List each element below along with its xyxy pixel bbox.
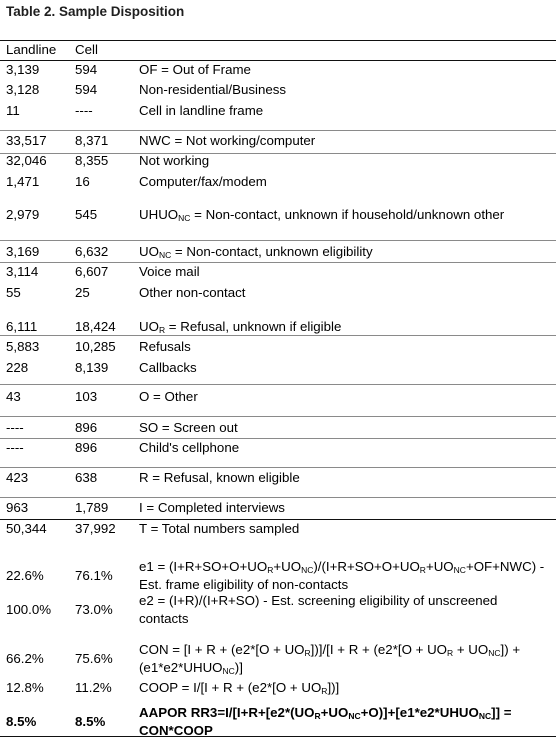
table-row [0, 469, 556, 487]
row-divider [0, 467, 556, 468]
cell-rate: 8.5% [75, 714, 106, 729]
table-row [0, 152, 556, 170]
cell-header: Cell [75, 42, 98, 57]
rate-formula: COOP = $I/[I + R + (e2*[O + UO_R])]$ [139, 680, 340, 696]
table-row [0, 318, 556, 336]
landline-value: 963 [6, 500, 29, 515]
cell-rate: 75.6% [75, 651, 113, 666]
bottom-rule [0, 736, 556, 737]
disposition-label: I = Completed interviews [139, 500, 285, 515]
row-divider [0, 335, 556, 336]
table-title: Table 2. Sample Disposition [6, 4, 185, 19]
disposition-label: T = Total numbers sampled [139, 521, 300, 536]
disposition-label: NWC = Not working/computer [139, 133, 316, 148]
disposition-label: Computer/fax/modem [139, 174, 267, 189]
disposition-label: Child's cellphone [139, 440, 240, 455]
landline-rate: 8.5% [6, 714, 37, 729]
cell-value: 638 [75, 470, 98, 485]
table-row [0, 338, 556, 356]
landline-value: 11 [6, 103, 20, 118]
table-row [0, 419, 556, 437]
table-row [0, 81, 556, 99]
cell-value: 8,355 [75, 153, 109, 168]
table-row [0, 284, 556, 302]
landline-value: ---- [6, 440, 24, 455]
cell-value: 1,789 [75, 500, 109, 515]
landline-rate: 66.2% [6, 651, 44, 666]
table-row [0, 102, 556, 120]
landline-value: 33,517 [6, 133, 47, 148]
cell-rate: 73.0% [75, 602, 113, 617]
landline-value: ---- [6, 420, 24, 435]
cell-value: ---- [75, 103, 93, 118]
cell-value: 103 [75, 389, 98, 404]
cell-value: 6,632 [75, 244, 109, 259]
disposition-label: Cell in landline frame [139, 103, 264, 118]
cell-value: 18,424 [75, 319, 116, 334]
landline-value: 3,139 [6, 62, 40, 77]
disposition-label: $UO_{NC}$ = Non-contact, unknown eligibility [139, 244, 373, 260]
cell-value: 8,139 [75, 360, 109, 375]
landline-value: 32,046 [6, 153, 47, 168]
landline-rate: 22.6% [6, 568, 44, 583]
landline-value: 1,471 [6, 174, 40, 189]
landline-value: 3,128 [6, 82, 40, 97]
table-row [0, 243, 556, 261]
table-row [0, 359, 556, 377]
disposition-label: Other non-contact [139, 285, 246, 300]
row-divider [0, 416, 556, 417]
rate-formula: $e1 = (I+R+SO+O+UO_R+UO_{NC})/(I+R+SO+O+UO_R+UO_{NC}+OF+NWC)$ - Est. frame eligibility of non-contacts [139, 559, 545, 592]
table-row [0, 520, 556, 538]
row-divider [0, 384, 556, 385]
table-row [0, 61, 556, 79]
disposition-label: $UO_R$ = Refusal, unknown if eligible [139, 319, 342, 335]
landline-value: 43 [6, 389, 21, 404]
table-row [0, 388, 556, 406]
disposition-label: Voice mail [139, 264, 200, 279]
cell-rate: 11.2% [75, 680, 112, 695]
landline-value: 3,169 [6, 244, 40, 259]
disposition-label: Non-residential/Business [139, 82, 287, 97]
cell-value: 6,607 [75, 264, 109, 279]
row-divider [0, 438, 556, 439]
landline-value: 3,114 [6, 264, 39, 279]
rate-formula: AAPOR $RR3=I/[I+R+[e2*(UO_R+UO_{NC}+O)]+[e1*e2*UHUO_{NC}]]$ = CON*COOP [139, 705, 512, 738]
landline-value: 50,344 [6, 521, 47, 536]
header-row [0, 41, 556, 59]
disposition-label: OF = Out of Frame [139, 62, 251, 77]
disposition-label: SO = Screen out [139, 420, 238, 435]
landline-value: 6,111 [6, 319, 38, 334]
disposition-label: R = Refusal, known eligible [139, 470, 300, 485]
table-row [0, 439, 556, 457]
cell-value: 8,371 [75, 133, 109, 148]
landline-value: 423 [6, 470, 29, 485]
disposition-label: O = Other [139, 389, 198, 404]
table-row [0, 206, 556, 224]
rate-formula: e2 = (I+R)/(I+R+SO) - Est. screening eligibility of unscreened contacts [139, 593, 498, 626]
table-row [0, 263, 556, 281]
cell-value: 896 [75, 420, 98, 435]
cell-value: 16 [75, 174, 90, 189]
table-row [0, 132, 556, 150]
cell-rate: 76.1% [75, 568, 113, 583]
landline-value: 55 [6, 285, 21, 300]
cell-value: 896 [75, 440, 98, 455]
row-divider [0, 519, 556, 520]
cell-value: 594 [75, 82, 98, 97]
landline-rate: 12.8% [6, 680, 44, 695]
landline-rate: 100.0% [6, 602, 52, 617]
cell-value: 10,285 [75, 339, 116, 354]
cell-value: 545 [75, 207, 98, 222]
disposition-label: Callbacks [139, 360, 197, 375]
landline-value: 2,979 [6, 207, 40, 222]
cell-value: 594 [75, 62, 98, 77]
cell-value: 37,992 [75, 521, 116, 536]
disposition-label: $UHUO_{NC}$ = Non-contact, unknown if household/unknown other [139, 207, 505, 223]
table-row [0, 173, 556, 191]
landline-value: 228 [6, 360, 29, 375]
row-divider [0, 497, 556, 498]
landline-value: 5,883 [6, 339, 40, 354]
disposition-label: Refusals [139, 339, 191, 354]
row-divider [0, 240, 556, 241]
row-divider [0, 153, 556, 154]
row-divider [0, 130, 556, 131]
rate-formula: CON = $[I + R + (e2*[O + UO_R])]/[I + R + (e2*[O + UO_R + UO_{NC}])$ + $(e1*e2*UHUO_{NC})$] [139, 642, 521, 676]
table-row [0, 499, 556, 517]
landline-header: Landline [6, 42, 57, 57]
row-divider [0, 60, 556, 61]
cell-value: 25 [75, 285, 90, 300]
row-divider [0, 262, 556, 263]
disposition-label: Not working [139, 153, 210, 168]
